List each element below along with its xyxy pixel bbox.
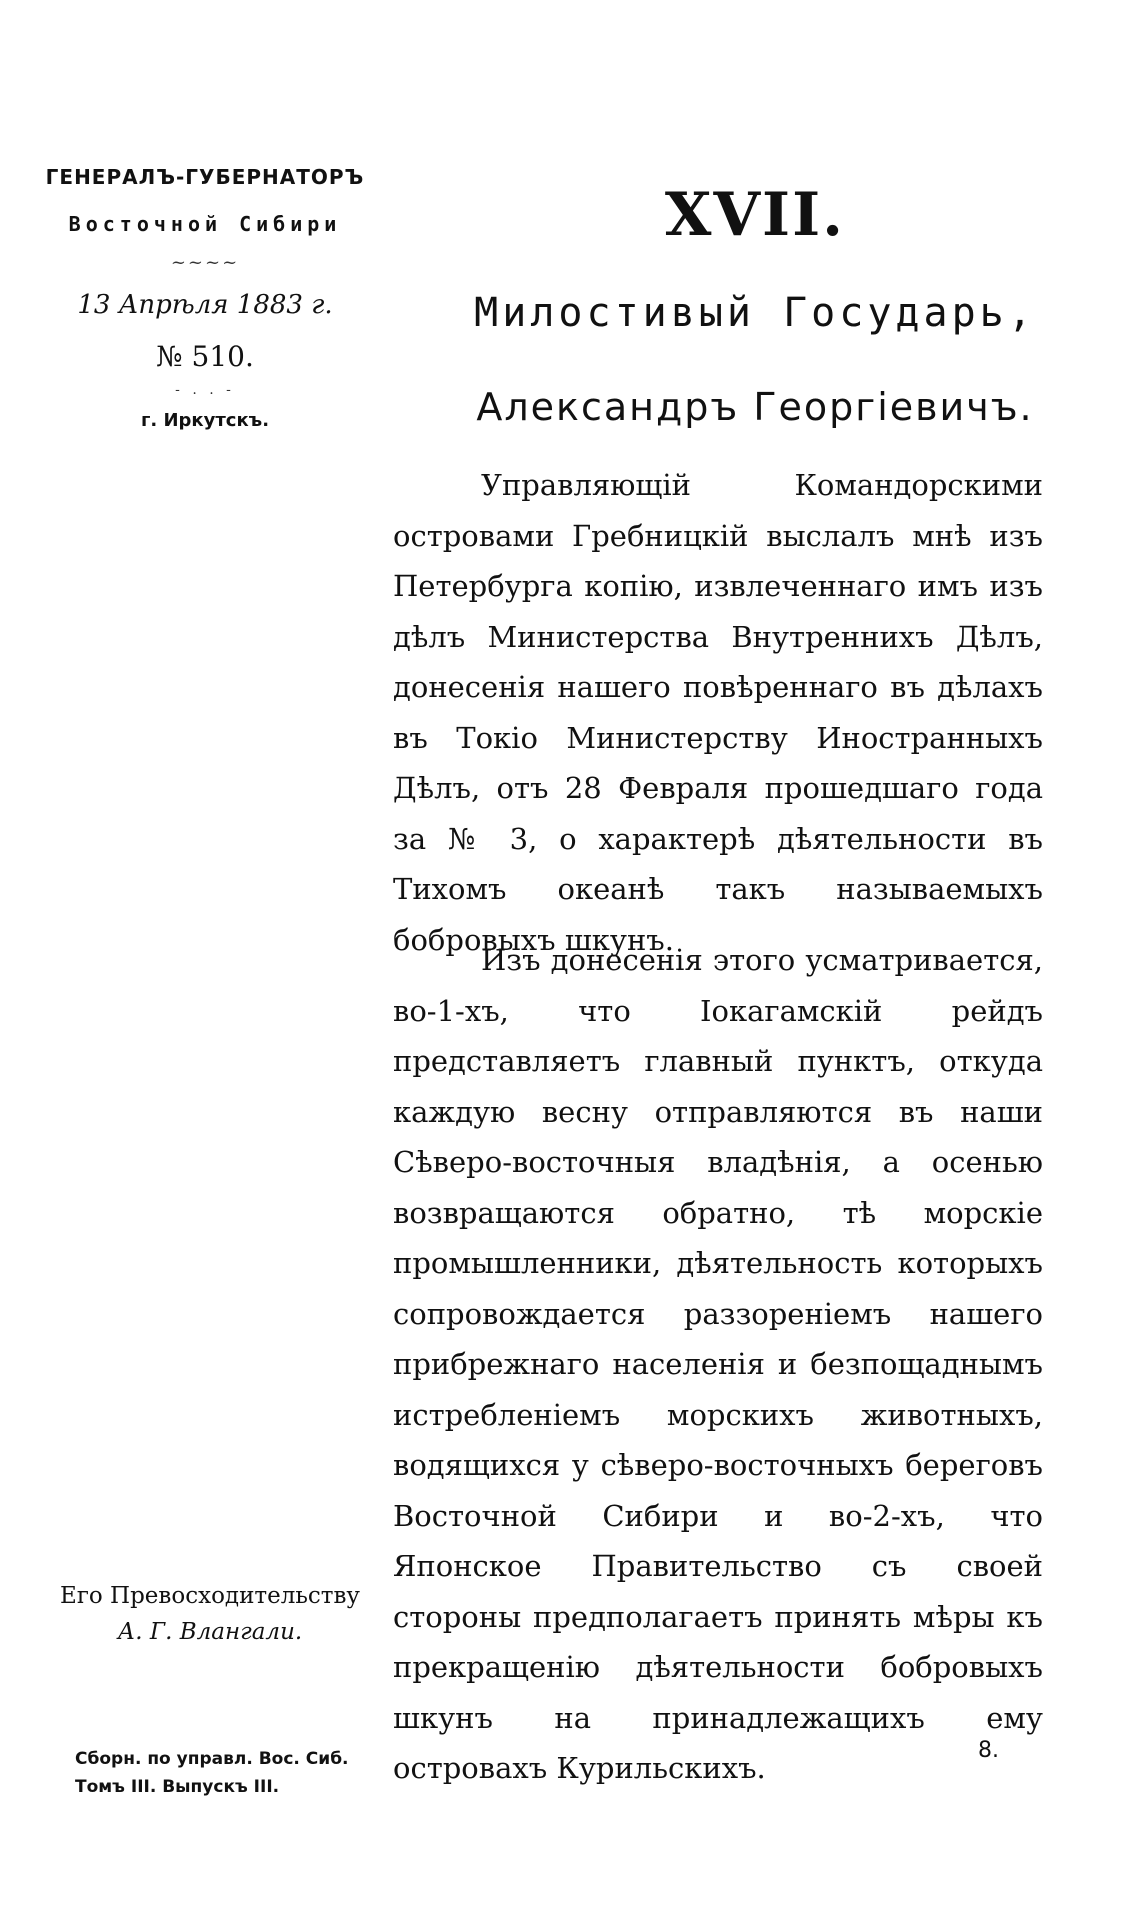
body-paragraph-2: Изъ донесенія этого усматривается, во-1-хъ, что Іокагамскій рейдъ представляетъ главный пунктъ, откуда каждую весну отправляются въ наши Сѣверо-восточныя владѣнія, а осенью возвращаются обратно, тѣ морскіе промышленники, дѣятельность которыхъ сопровождается раззореніемъ нашего прибрежнаго населенія и безпощаднымъ истребленіемъ морскихъ животныхъ, водящихся у сѣверо-восточныхъ береговъ Восточной Сибири и во-2-хъ, что Японское Правительство съ своей стороны предполагаетъ принять мѣры къ прекращенію дѣятельности бобровыхъ шкунъ на принадлежащихъ ему островахъ Курильскихъ. bbox=[393, 943, 1043, 1785]
addressee-name: Александръ Георгіевичъ. bbox=[476, 385, 1034, 429]
footer-line-1: Сборн. по управл. Вос. Сиб. bbox=[75, 1749, 349, 1769]
recipient-block bbox=[30, 1578, 390, 1650]
salutation: Милостивый Государь, bbox=[474, 290, 1036, 336]
recipient-name: А. Г. Влангали. bbox=[117, 1619, 303, 1645]
letter-number: № 510. bbox=[156, 340, 254, 373]
letterhead-ornament: ~~~~ bbox=[170, 252, 240, 273]
page-number: 8. bbox=[978, 1738, 999, 1763]
letterhead-title: ГЕНЕРАЛЪ-ГУБЕРНАТОРЪ bbox=[45, 165, 365, 189]
letterhead-region: Восточной Сибири bbox=[68, 212, 342, 236]
letterhead-divider: - . . - bbox=[175, 382, 235, 398]
letter-date: 13 Апрѣля 1883 г. bbox=[77, 290, 333, 320]
footer-citation bbox=[75, 1745, 349, 1801]
body-paragraph-1: Управляющій Командорскими островами Гребницкій выслалъ мнѣ изъ Петербурга копію, извлеченнаго имъ изъ дѣлъ Министерства Внутреннихъ Дѣлъ, донесенія нашего повѣреннаго въ дѣлахъ въ Токіо Министерству Иностранныхъ Дѣлъ, отъ 28 Февраля прошедшаго года за № 3, о характерѣ дѣятельности въ Тихомъ океанѣ такъ называемыхъ бобровыхъ шкунъ. bbox=[393, 468, 1043, 957]
recipient-title: Его Превосходительству bbox=[60, 1583, 360, 1609]
footer-line-2: Томъ III. Выпускъ III. bbox=[75, 1777, 280, 1797]
section-number: XVII. bbox=[664, 180, 846, 250]
letter-city: г. Иркутскъ. bbox=[140, 410, 270, 431]
